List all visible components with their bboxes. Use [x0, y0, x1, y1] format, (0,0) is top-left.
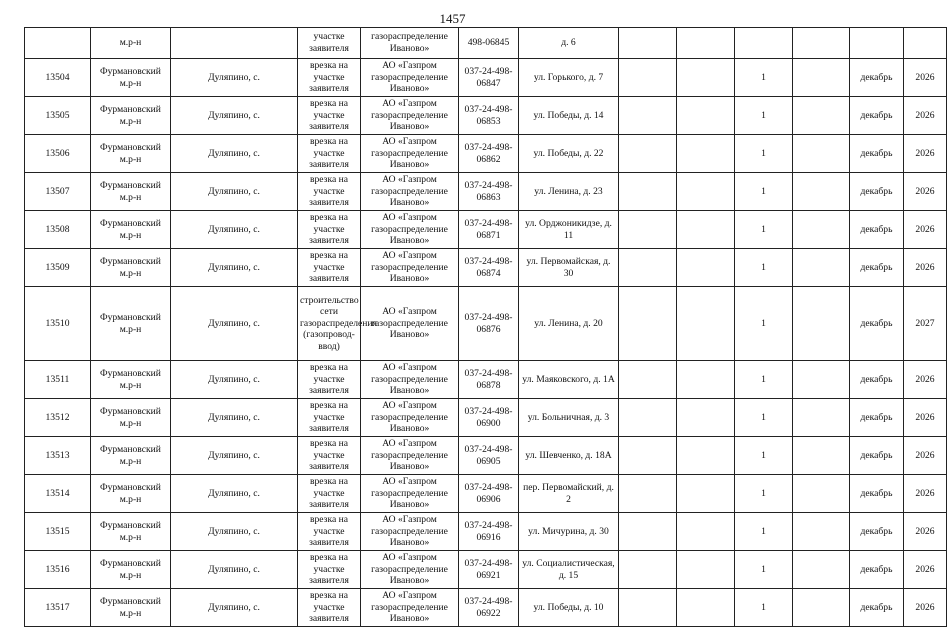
quantity-cell: 1	[735, 589, 793, 627]
district-cell: Фурмановский м.р-н	[91, 287, 171, 361]
table-row	[25, 135, 947, 173]
work-type-cell: врезка на участке заявителя	[298, 173, 361, 211]
empty-cell	[793, 475, 850, 513]
row-number-cell: 13504	[25, 59, 91, 97]
month-cell: декабрь	[850, 249, 904, 287]
row-number-cell: 13511	[25, 361, 91, 399]
work-type-cell: врезка на участке заявителя	[298, 135, 361, 173]
empty-cell	[619, 173, 677, 211]
quantity-cell: 1	[735, 287, 793, 361]
row-number-cell: 13508	[25, 211, 91, 249]
locality-cell: Дуляпино, с.	[171, 475, 298, 513]
empty-cell	[793, 249, 850, 287]
quantity-cell: 1	[735, 551, 793, 589]
work-type-cell: врезка на участке заявителя	[298, 513, 361, 551]
work-type-cell: врезка на участке заявителя	[298, 475, 361, 513]
district-cell: Фурмановский м.р-н	[91, 361, 171, 399]
district-cell: Фурмановский м.р-н	[91, 135, 171, 173]
empty-cell	[677, 475, 735, 513]
year-cell: 2026	[904, 475, 947, 513]
quantity-cell: 1	[735, 97, 793, 135]
table-row	[25, 551, 947, 589]
empty-cell	[793, 399, 850, 437]
month-cell: декабрь	[850, 211, 904, 249]
empty-cell	[619, 361, 677, 399]
code-cell: 037-24-498-06905	[459, 437, 519, 475]
table-row	[25, 211, 947, 249]
year-cell: 2026	[904, 135, 947, 173]
district-cell: м.р-н	[91, 28, 171, 59]
month-cell: декабрь	[850, 59, 904, 97]
table-row	[25, 287, 947, 361]
row-number-cell: 13506	[25, 135, 91, 173]
work-type-cell: врезка на участке заявителя	[298, 399, 361, 437]
row-number-cell: 13513	[25, 437, 91, 475]
empty-cell	[619, 249, 677, 287]
address-cell: ул. Шевченко, д. 18А	[519, 437, 619, 475]
quantity-cell: 1	[735, 437, 793, 475]
month-cell: декабрь	[850, 173, 904, 211]
empty-cell	[793, 513, 850, 551]
address-cell: ул. Ленина, д. 20	[519, 287, 619, 361]
address-cell: ул. Больничная, д. 3	[519, 399, 619, 437]
code-cell: 037-24-498-06847	[459, 59, 519, 97]
empty-cell	[793, 437, 850, 475]
work-type-cell: врезка на участке заявителя	[298, 437, 361, 475]
work-type-cell: врезка на участке заявителя	[298, 249, 361, 287]
year-cell: 2026	[904, 59, 947, 97]
month-cell: декабрь	[850, 97, 904, 135]
empty-cell	[793, 28, 850, 59]
district-cell: Фурмановский м.р-н	[91, 59, 171, 97]
row-number-cell: 13509	[25, 249, 91, 287]
row-number-cell: 13516	[25, 551, 91, 589]
row-number-cell: 13514	[25, 475, 91, 513]
code-cell: 037-24-498-06876	[459, 287, 519, 361]
empty-cell	[677, 59, 735, 97]
quantity-cell: 1	[735, 249, 793, 287]
month-cell	[850, 28, 904, 59]
organization-cell: АО «Газпром газораспределение Иваново»	[361, 513, 459, 551]
table-row-continued	[25, 28, 947, 59]
district-cell: Фурмановский м.р-н	[91, 551, 171, 589]
table-row	[25, 249, 947, 287]
address-cell: ул. Победы, д. 10	[519, 589, 619, 627]
address-cell: ул. Маяковского, д. 1А	[519, 361, 619, 399]
organization-cell: АО «Газпром газораспределение Иваново»	[361, 361, 459, 399]
table-row	[25, 399, 947, 437]
work-type-cell: врезка на участке заявителя	[298, 59, 361, 97]
month-cell: декабрь	[850, 135, 904, 173]
code-cell: 037-24-498-06874	[459, 249, 519, 287]
code-cell: 498-06845	[459, 28, 519, 59]
organization-cell: АО «Газпром газораспределение Иваново»	[361, 59, 459, 97]
locality-cell: Дуляпино, с.	[171, 437, 298, 475]
table-row	[25, 97, 947, 135]
district-cell: Фурмановский м.р-н	[91, 211, 171, 249]
locality-cell: Дуляпино, с.	[171, 399, 298, 437]
organization-cell: АО «Газпром газораспределение Иваново»	[361, 551, 459, 589]
empty-cell	[619, 437, 677, 475]
address-cell: ул. Ленина, д. 23	[519, 173, 619, 211]
empty-cell	[677, 589, 735, 627]
row-number-cell: 13512	[25, 399, 91, 437]
code-cell: 037-24-498-06871	[459, 211, 519, 249]
row-number-cell: 13515	[25, 513, 91, 551]
organization-cell: АО «Газпром газораспределение Иваново»	[361, 589, 459, 627]
empty-cell	[793, 551, 850, 589]
table-row	[25, 173, 947, 211]
quantity-cell: 1	[735, 211, 793, 249]
address-cell: ул. Социалистическая, д. 15	[519, 551, 619, 589]
organization-cell: АО «Газпром газораспределение Иваново»	[361, 287, 459, 361]
empty-cell	[677, 513, 735, 551]
month-cell: декабрь	[850, 589, 904, 627]
locality-cell: Дуляпино, с.	[171, 97, 298, 135]
locality-cell: Дуляпино, с.	[171, 249, 298, 287]
empty-cell	[793, 589, 850, 627]
organization-cell: АО «Газпром газораспределение Иваново»	[361, 97, 459, 135]
quantity-cell: 1	[735, 361, 793, 399]
empty-cell	[619, 287, 677, 361]
quantity-cell	[735, 28, 793, 59]
year-cell: 2026	[904, 551, 947, 589]
empty-cell	[793, 211, 850, 249]
empty-cell	[677, 249, 735, 287]
work-type-cell: врезка на участке заявителя	[298, 211, 361, 249]
empty-cell	[619, 28, 677, 59]
year-cell: 2026	[904, 437, 947, 475]
quantity-cell: 1	[735, 135, 793, 173]
year-cell: 2026	[904, 211, 947, 249]
quantity-cell: 1	[735, 399, 793, 437]
locality-cell: Дуляпино, с.	[171, 361, 298, 399]
year-cell: 2026	[904, 97, 947, 135]
empty-cell	[677, 211, 735, 249]
organization-cell: АО «Газпром газораспределение Иваново»	[361, 173, 459, 211]
empty-cell	[793, 97, 850, 135]
district-cell: Фурмановский м.р-н	[91, 97, 171, 135]
code-cell: 037-24-498-06863	[459, 173, 519, 211]
empty-cell	[677, 361, 735, 399]
code-cell: 037-24-498-06906	[459, 475, 519, 513]
quantity-cell: 1	[735, 475, 793, 513]
empty-cell	[619, 211, 677, 249]
code-cell: 037-24-498-06922	[459, 589, 519, 627]
address-cell: пер. Первомайский, д. 2	[519, 475, 619, 513]
year-cell: 2026	[904, 589, 947, 627]
row-number-cell: 13505	[25, 97, 91, 135]
year-cell: 2026	[904, 249, 947, 287]
locality-cell	[171, 28, 298, 59]
locality-cell: Дуляпино, с.	[171, 211, 298, 249]
district-cell: Фурмановский м.р-н	[91, 589, 171, 627]
locality-cell: Дуляпино, с.	[171, 513, 298, 551]
table-row	[25, 513, 947, 551]
address-cell: ул. Мичурина, д. 30	[519, 513, 619, 551]
year-cell	[904, 28, 947, 59]
year-cell: 2027	[904, 287, 947, 361]
locality-cell: Дуляпино, с.	[171, 59, 298, 97]
row-number-cell: 13517	[25, 589, 91, 627]
locality-cell: Дуляпино, с.	[171, 173, 298, 211]
work-type-cell: врезка на участке заявителя	[298, 97, 361, 135]
empty-cell	[793, 361, 850, 399]
organization-cell: АО «Газпром газораспределение Иваново»	[361, 399, 459, 437]
district-cell: Фурмановский м.р-н	[91, 437, 171, 475]
address-cell: д. 6	[519, 28, 619, 59]
locality-cell: Дуляпино, с.	[171, 551, 298, 589]
empty-cell	[793, 59, 850, 97]
row-number-cell	[25, 28, 91, 59]
address-cell: ул. Победы, д. 22	[519, 135, 619, 173]
month-cell: декабрь	[850, 287, 904, 361]
table-row	[25, 361, 947, 399]
code-cell: 037-24-498-06900	[459, 399, 519, 437]
row-number-cell: 13507	[25, 173, 91, 211]
empty-cell	[677, 173, 735, 211]
work-type-cell: врезка на участке заявителя	[298, 551, 361, 589]
month-cell: декабрь	[850, 361, 904, 399]
code-cell: 037-24-498-06862	[459, 135, 519, 173]
empty-cell	[677, 28, 735, 59]
organization-cell: АО «Газпром газораспределение Иваново»	[361, 475, 459, 513]
year-cell: 2026	[904, 361, 947, 399]
month-cell: декабрь	[850, 437, 904, 475]
district-cell: Фурмановский м.р-н	[91, 249, 171, 287]
empty-cell	[793, 287, 850, 361]
empty-cell	[677, 551, 735, 589]
gas-connection-table	[24, 27, 947, 627]
address-cell: ул. Победы, д. 14	[519, 97, 619, 135]
district-cell: Фурмановский м.р-н	[91, 173, 171, 211]
empty-cell	[619, 135, 677, 173]
work-type-cell: строительство сети газораспределения (газопровод-ввод)	[298, 287, 361, 361]
empty-cell	[619, 59, 677, 97]
empty-cell	[619, 399, 677, 437]
district-cell: Фурмановский м.р-н	[91, 399, 171, 437]
organization-cell: АО «Газпром газораспределение Иваново»	[361, 211, 459, 249]
empty-cell	[793, 135, 850, 173]
row-number-cell: 13510	[25, 287, 91, 361]
district-cell: Фурмановский м.р-н	[91, 475, 171, 513]
quantity-cell: 1	[735, 173, 793, 211]
empty-cell	[793, 173, 850, 211]
locality-cell: Дуляпино, с.	[171, 287, 298, 361]
district-cell: Фурмановский м.р-н	[91, 513, 171, 551]
organization-cell: АО «Газпром газораспределение Иваново»	[361, 437, 459, 475]
code-cell: 037-24-498-06921	[459, 551, 519, 589]
locality-cell: Дуляпино, с.	[171, 135, 298, 173]
month-cell: декабрь	[850, 551, 904, 589]
organization-cell: АО «Газпром газораспределение Иваново»	[361, 135, 459, 173]
month-cell: декабрь	[850, 513, 904, 551]
work-type-cell: врезка на участке заявителя	[298, 589, 361, 627]
quantity-cell: 1	[735, 513, 793, 551]
address-cell: ул. Орджоникидзе, д. 11	[519, 211, 619, 249]
quantity-cell: 1	[735, 59, 793, 97]
year-cell: 2026	[904, 173, 947, 211]
empty-cell	[619, 513, 677, 551]
empty-cell	[619, 551, 677, 589]
work-type-cell: участке заявителя	[298, 28, 361, 59]
empty-cell	[619, 97, 677, 135]
table-row	[25, 589, 947, 627]
code-cell: 037-24-498-06878	[459, 361, 519, 399]
empty-cell	[677, 287, 735, 361]
year-cell: 2026	[904, 513, 947, 551]
organization-cell: АО «Газпром газораспределение Иваново»	[361, 249, 459, 287]
table-row	[25, 475, 947, 513]
empty-cell	[677, 399, 735, 437]
locality-cell: Дуляпино, с.	[171, 589, 298, 627]
empty-cell	[619, 475, 677, 513]
work-type-cell: врезка на участке заявителя	[298, 361, 361, 399]
year-cell: 2026	[904, 399, 947, 437]
code-cell: 037-24-498-06916	[459, 513, 519, 551]
table-row	[25, 59, 947, 97]
empty-cell	[677, 135, 735, 173]
code-cell: 037-24-498-06853	[459, 97, 519, 135]
month-cell: декабрь	[850, 475, 904, 513]
organization-cell: газораспределение Иваново»	[361, 28, 459, 59]
month-cell: декабрь	[850, 399, 904, 437]
empty-cell	[619, 589, 677, 627]
address-cell: ул. Горького, д. 7	[519, 59, 619, 97]
empty-cell	[677, 97, 735, 135]
table-row	[25, 437, 947, 475]
page-number: 1457	[439, 11, 466, 26]
empty-cell	[677, 437, 735, 475]
address-cell: ул. Первомайская, д. 30	[519, 249, 619, 287]
